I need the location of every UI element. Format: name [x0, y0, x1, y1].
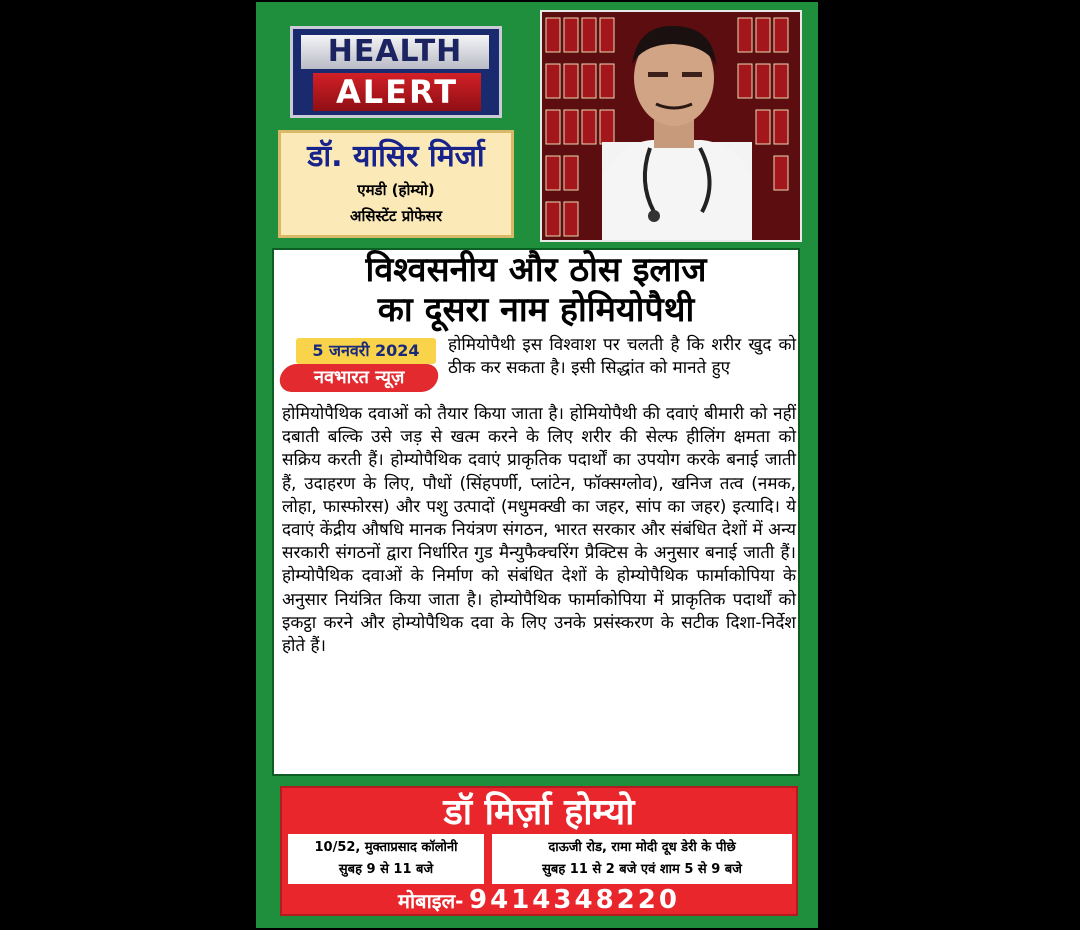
article-intro-text: होमियोपैथी इस विश्वाश पर चलती है कि शरीर खुद को ठीक कर सकता है। इसी सिद्धांत को मानते हुए — [448, 335, 796, 378]
doctor-degree: एमडी (होम्यो) — [357, 181, 435, 199]
news-source-label: नवभारत न्यूज़ — [313, 367, 405, 388]
article-headline — [276, 250, 796, 330]
clinic-address-2 — [492, 834, 792, 884]
doctor-photo-illustration — [542, 12, 800, 240]
address-2-timing: सुबह 11 से 2 बजे एवं शाम 5 से 9 बजे — [542, 862, 742, 877]
publication-date-badge: 5 जनवरी 2024 — [296, 338, 436, 364]
mobile-number: 9414348220 — [469, 885, 680, 915]
logo-health-text: HEALTH — [301, 35, 489, 69]
clinic-name: डॉ मिर्ज़ा होम्यो — [443, 792, 635, 833]
address-2-location: दाऊजी रोड, रामा मोदी दूध डेरी के पीछे — [548, 840, 736, 855]
news-source-badge — [278, 364, 441, 392]
article-body-text: होमियोपैथिक दवाओं को तैयार किया जाता है। होमियोपैथी की दवाएं बीमारी को नहीं दबाती बल्कि उसे जड़ से खत्म करने के लिए शरीर की सेल्फ हीलिंग क्षमता को सक्रिय करती हैं। होम्योपैथिक दवाएं प्राकृतिक पदार्थों का उपयोग करके बनाई जाती हैं, उदाहरण के लिए, पौधों (सिंहपर्णी, प्लांटेन, फॉक्सग्लोव), खनिज तत्व (नमक, लोहा, फास्फोरस) और पशु उत्पादों (मधुमक्खी का जहर, सांप का जहर) इत्यादि। ये दवाएं केंद्रीय औषधि मानक नियंत्रण संगठन, भारत सरकार और संबंधित देशों में अन्य सरकारी संगठनों द्वारा निर्धारित गुड मैन्युफैक्चरिंग प्रैक्टिस के अनुसार बनाई जाती हैं। होम्योपैथिक दवाओं के निर्माण को संबंधित देशों के होम्योपैथिक फार्माकोपिया के अनुसार नियंत्रित किया जाता है। होम्योपैथिक फार्माकोपिया में प्राकृतिक पदार्थों को इकट्ठा करने और होम्योपैथिक दवा के लिए उनके प्रसंस्करण के सटीक दिशा-निर्देश होते हैं। — [282, 404, 796, 657]
clinic-address-1 — [288, 834, 484, 884]
doctor-name: डॉ. यासिर मिर्जा — [307, 139, 485, 174]
headline-line-2: का दूसरा नाम होमियोपैथी — [377, 290, 695, 330]
logo-alert-text: ALERT — [313, 73, 481, 111]
doctor-designation: असिस्टेंट प्रोफेसर — [350, 207, 442, 225]
headline-line-1: विश्वसनीय और ठोस इलाज — [365, 250, 707, 290]
address-1-timing: सुबह 9 से 11 बजे — [338, 862, 434, 877]
doctor-photo — [540, 10, 802, 242]
health-alert-logo — [290, 26, 502, 118]
doctor-info-box — [278, 130, 514, 238]
mobile-contact — [282, 886, 796, 917]
address-1-location: 10/52, मुक्ताप्रसाद कॉलोनी — [314, 840, 458, 855]
mobile-label: मोबाइल- — [398, 889, 464, 913]
clinic-footer — [280, 786, 798, 916]
